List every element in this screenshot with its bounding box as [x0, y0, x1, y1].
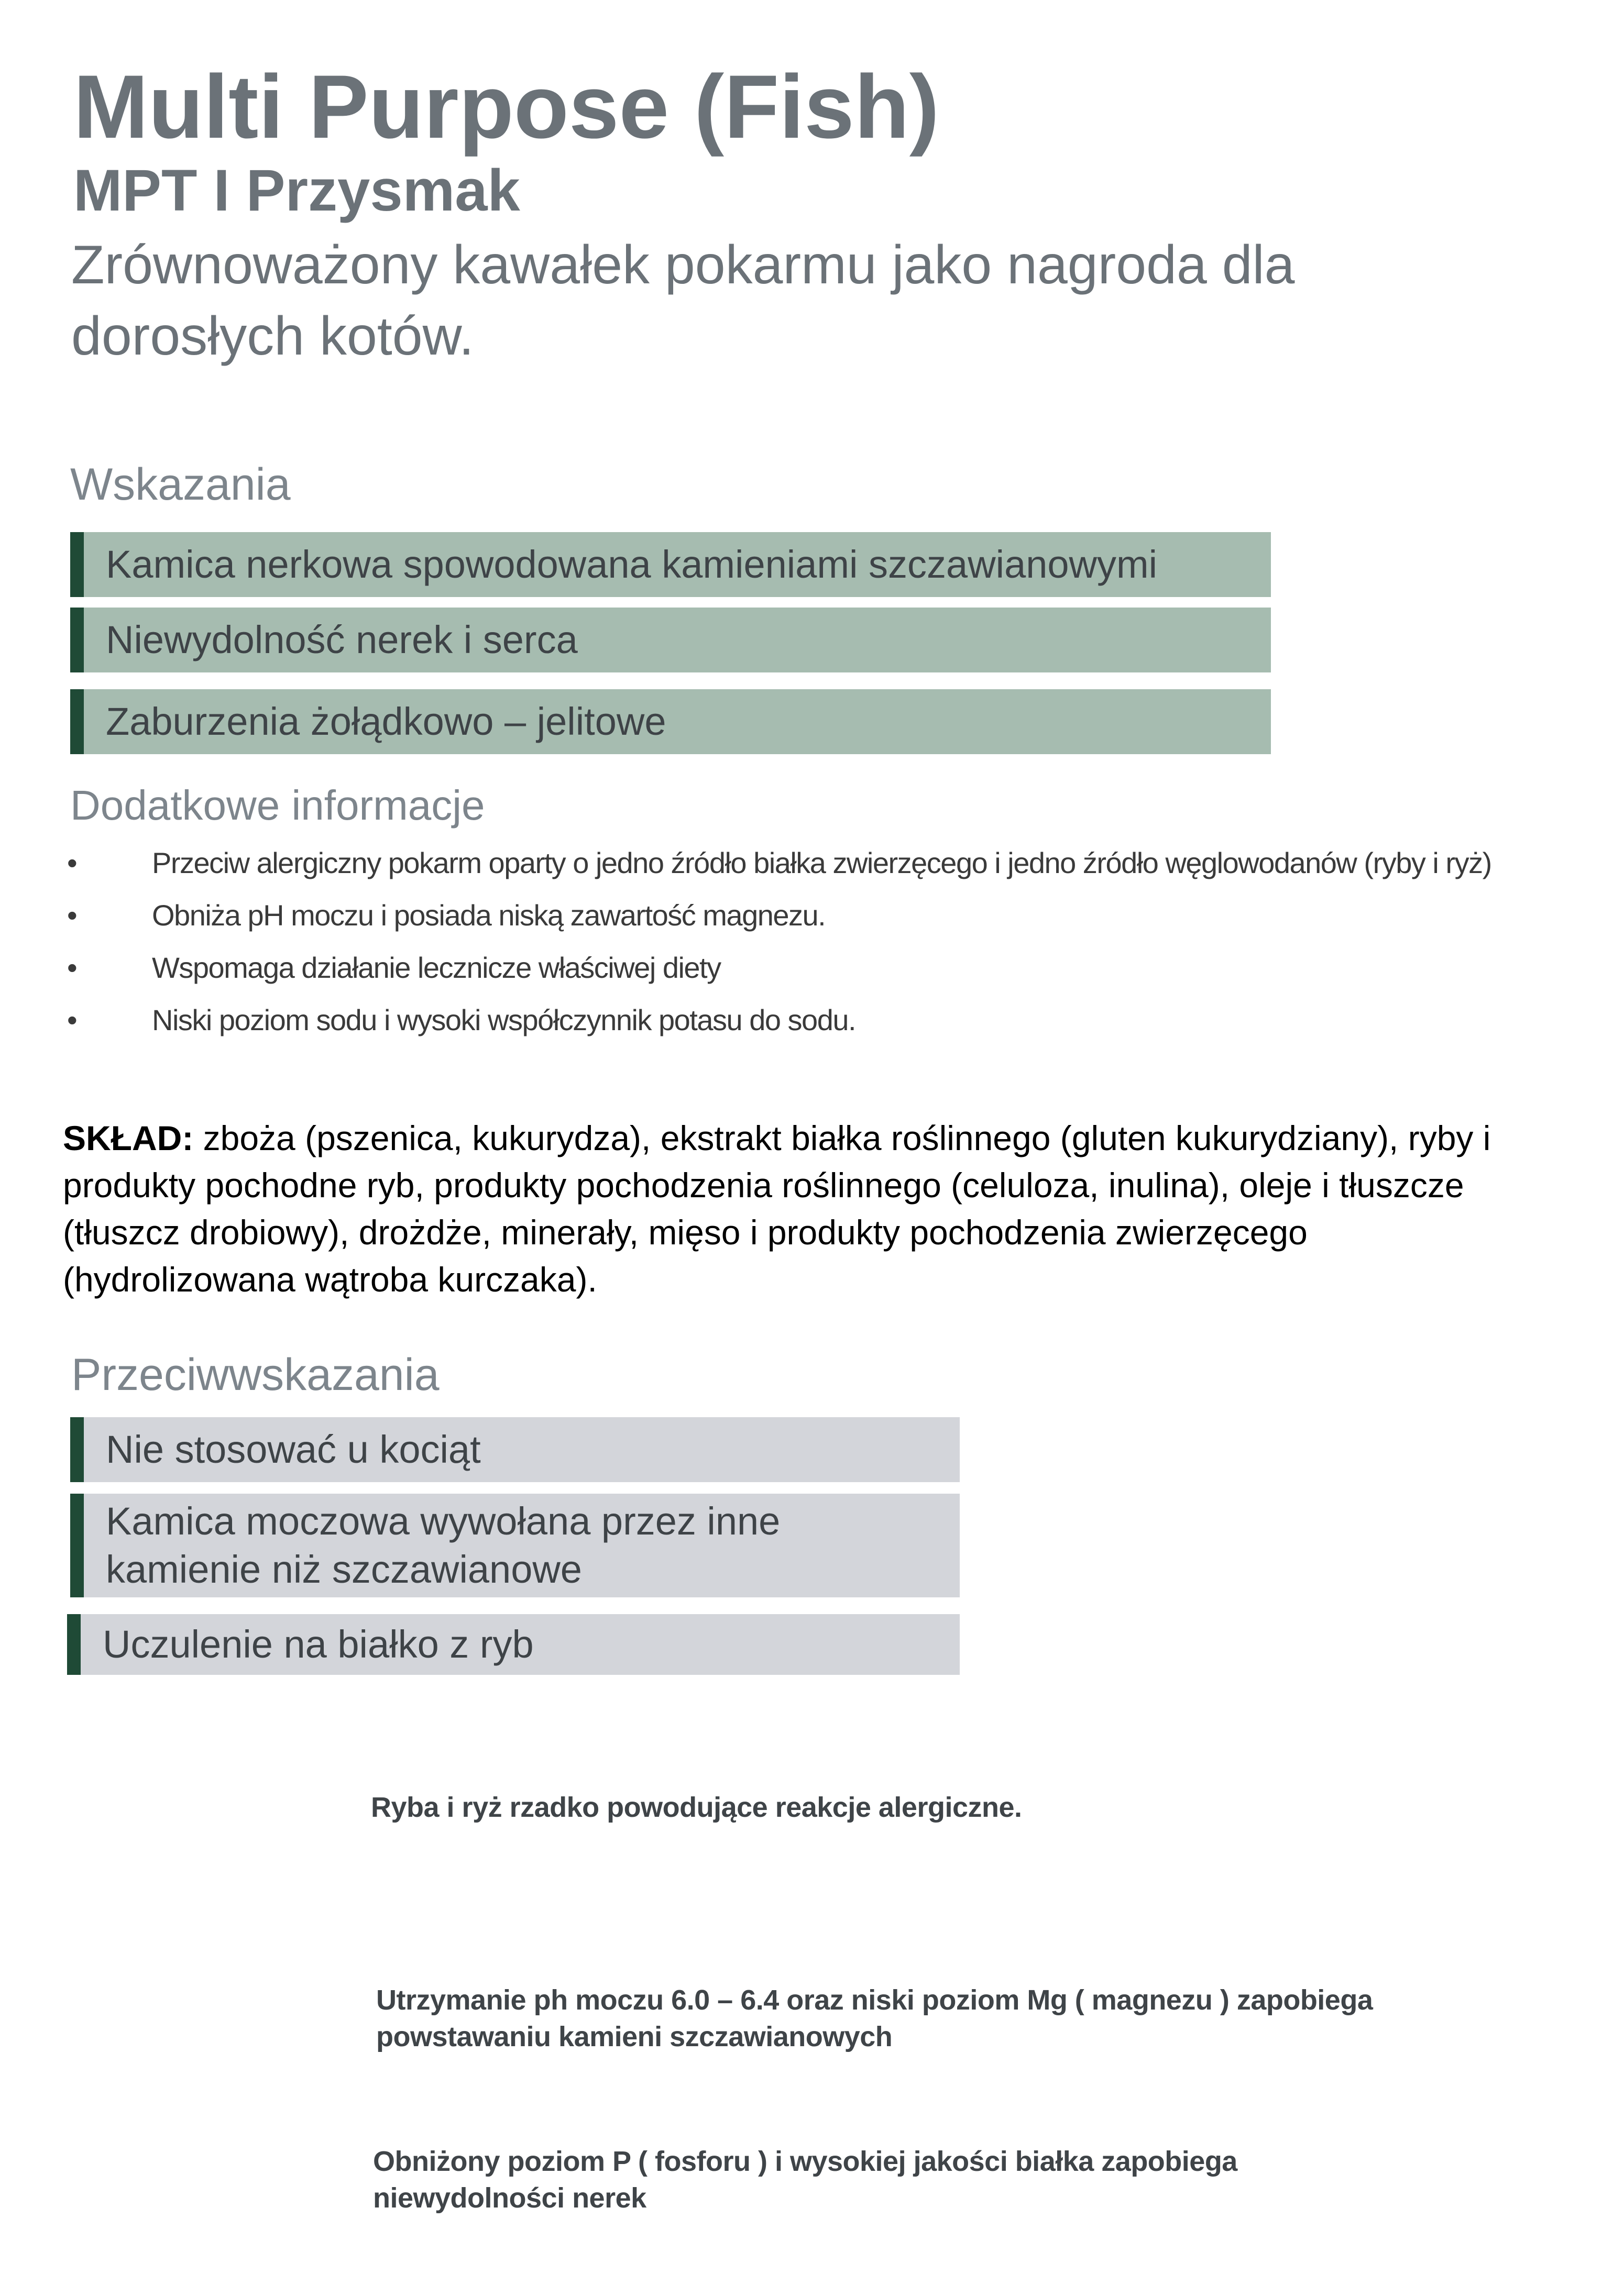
- bullet-icon: •: [67, 1003, 77, 1036]
- list-item: [63, 994, 1530, 1046]
- indication-item: [70, 532, 1271, 597]
- list-item-text: Obniża pH moczu i posiada niską zawartość magnezu.: [152, 899, 826, 932]
- composition-text: zboża (pszenica, kukurydza), ekstrakt białka roślinnego (gluten kukurydziany), ryby i produkty pochodne ryb, produkty pochodzenia roślinnego (celuloza, inulina), oleje i tłuszcze (tłuszcz drobiowy), drożdże, minerały, mięso i produkty pochodzenia zwierzęcego (hydrolizowana wątroba kurczaka).: [63, 1119, 1491, 1299]
- bullet-icon: •: [67, 846, 77, 879]
- indication-label: Niewydolność nerek i serca: [106, 618, 578, 661]
- additional-info-heading: Dodatkowe informacje: [70, 782, 485, 829]
- contraindication-label: Nie stosować u kociąt: [106, 1428, 481, 1471]
- list-item-text: Przeciw alergiczny pokarm oparty o jedno źródło białka zwierzęcego i jedno źródło węglowodanów (ryby i ryż): [152, 846, 1491, 879]
- contraindication-item: [67, 1614, 960, 1675]
- indications-heading: Wskazania: [70, 459, 291, 510]
- contraindications-heading: Przeciwwskazania: [71, 1350, 440, 1400]
- bullet-icon: •: [67, 951, 77, 984]
- contraindication-label: Uczulenie na białko z ryb: [103, 1622, 534, 1666]
- note-text: Obniżony poziom P ( fosforu ) i wysokiej jakości białka zapobiega niewydolności nerek: [373, 2146, 1237, 2214]
- bullet-icon: •: [67, 899, 77, 932]
- note-text: Utrzymanie ph moczu 6.0 – 6.4 oraz niski poziom Mg ( magnezu ) zapobiega powstawaniu kamieni szczawianowych: [376, 1984, 1373, 2052]
- list-item-text: Wspomaga działanie lecznicze właściwej diety: [152, 951, 721, 984]
- indication-item: [70, 689, 1271, 754]
- indication-label: Kamica nerkowa spowodowana kamieniami szczawianowymi: [106, 543, 1158, 586]
- list-item: [63, 837, 1530, 889]
- composition-label: SKŁAD:: [63, 1119, 194, 1157]
- contraindication-item: [70, 1494, 960, 1597]
- product-tagline: Zrównoważony kawałek pokarmu jako nagroda dla dorosłych kotów.: [71, 235, 1295, 367]
- note-text: Ryba i ryż rzadko powodujące reakcje alergiczne.: [371, 1792, 1022, 1823]
- product-title: Multi Purpose (Fish): [73, 57, 940, 157]
- contraindication-label: Kamica moczowa wywołana przez inne kamienie niż szczawianowe: [106, 1499, 781, 1591]
- product-subtitle: MPT I Przysmak: [73, 158, 520, 223]
- list-item: [63, 942, 1530, 994]
- composition-paragraph: [63, 1114, 1540, 1303]
- additional-info-list: [63, 837, 1530, 1046]
- list-item-text: Niski poziom sodu i wysoki współczynnik potasu do sodu.: [152, 1003, 856, 1036]
- indication-item: [70, 608, 1271, 672]
- indication-label: Zaburzenia żołądkowo – jelitowe: [106, 700, 666, 743]
- list-item: [63, 889, 1530, 942]
- contraindication-item: [70, 1417, 960, 1482]
